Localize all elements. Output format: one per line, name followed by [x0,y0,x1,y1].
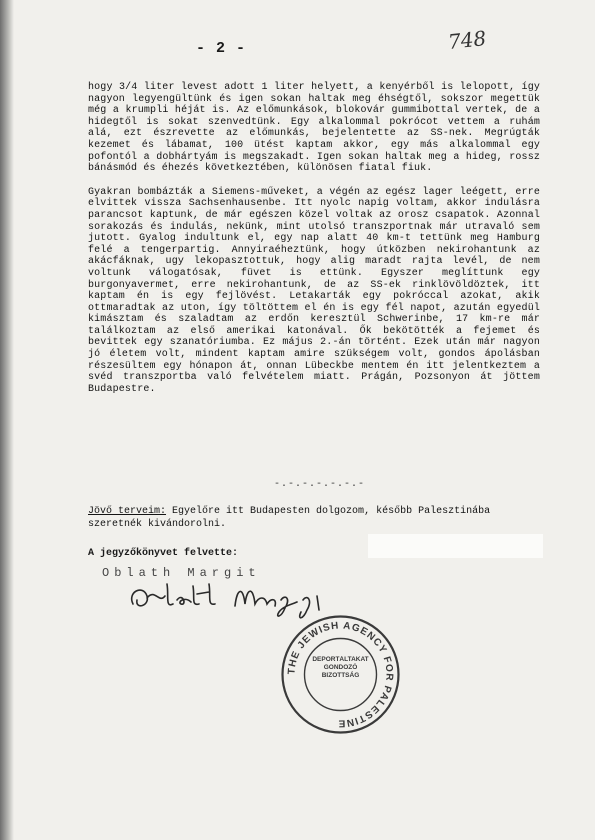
organization-stamp [278,612,403,737]
recorder-name-typed: Oblath Margit [102,566,261,580]
page-edge-shadow [0,0,14,840]
paragraph-evacuation-march: Gyakran bombázták a Siemens-műveket, a végén az egész lager leégett, erre elvittek vissza Sachsenhausenbe. Itt nyolc napig voltam, akkor indulásra parancsot kaptunk, de már egészen közel voltak az orosz csapatok. Azonnal sorakozás és indulás, nekünk, mint utolsó transzportnak már utravaló sem jutott. Gyalog indultunk el, egy nap alatt 40 km-t tettünk meg Hamburg felé a tengerpartig. Annyiraéheztünk, hogy útközben nekirohantunk az akácfáknak, ugy lekopasztottuk, hogy alig maradt rajta levél, de nem voltunk válogatósak, füvet is ettünk. Egyszer meglíttunk egy burgonyavermet, erre nekirohantunk, de az SS-ek rinklövöldöztek, itt kaptam én is egy fejlövést. Letakarták egy pokróccal azokat, akik ottmaradtak az uton, így töltöttem el én is egy fél napot, azután egyedül kimásztam és szaladtam az erdőn keresztül Schwerinbe, 17 km-re már találkoztam az első amerikai katonával. Ők bekötötték a fejemet és bevittek egy szanatóriumba. Ez május 2.-án történt. Ezek után már nagyon jó életem volt, mindent kaptam amire szükségem volt, gondos ápolásban részesültem egy hónapon át, onnan Lübeckbe mentem én itt jelentkeztem a svéd transzportba való felvételem miatt. Prágán, Pozsonyon át jöttem Budapestre. [88,186,540,395]
stamp-center-text: DEPORTÁLTAKAT GONDOZÓ BIZOTTSÁG [312,656,369,679]
handwritten-folio-number: 748 [446,26,488,54]
future-plans-label: Jövő terveim: [88,506,167,517]
section-separator: -.-.-.-.-.-.- [274,479,366,490]
paragraph-camp-conditions: hogy 3/4 liter levest adott 1 liter helyett, a kenyérből is lelopott, így nagyon legyengültünk és igen sokan haltak meg éhségtől, sokszor megettük még a krumpli héját is. Az előmunkások, blokovár gummibottal vertek, de a hidegtől is sokat szenvedtünk. Egy alkalommal pokrócot vettem a ruhám alá, ezt észrevette az előmunkás, bejelentette az SS-nek. Megrúgták kezemet és lábamat, 100 ütést kaptam akkor, egy más alkalommal egy pofontól a dobhártyám is megszakadt. Igen sokan haltak meg a hideg, rossz bánásmód és éhezés következtében, különösen fiatal fiuk. [88,82,540,175]
testimony-body [88,82,540,407]
recorder-label: A jegyzőkönyvet felvette: [88,548,239,559]
page-number: - 2 - [196,40,247,57]
future-plans [88,505,548,531]
redacted-area [368,534,543,558]
future-plans-text: Egyelőre itt Budapesten dolgozom, később Palesztinába szeretnék kivándorolni. [88,506,491,530]
stamp-ring-text: THE JEWISH AGENCY FOR PALESTINE [286,620,395,729]
